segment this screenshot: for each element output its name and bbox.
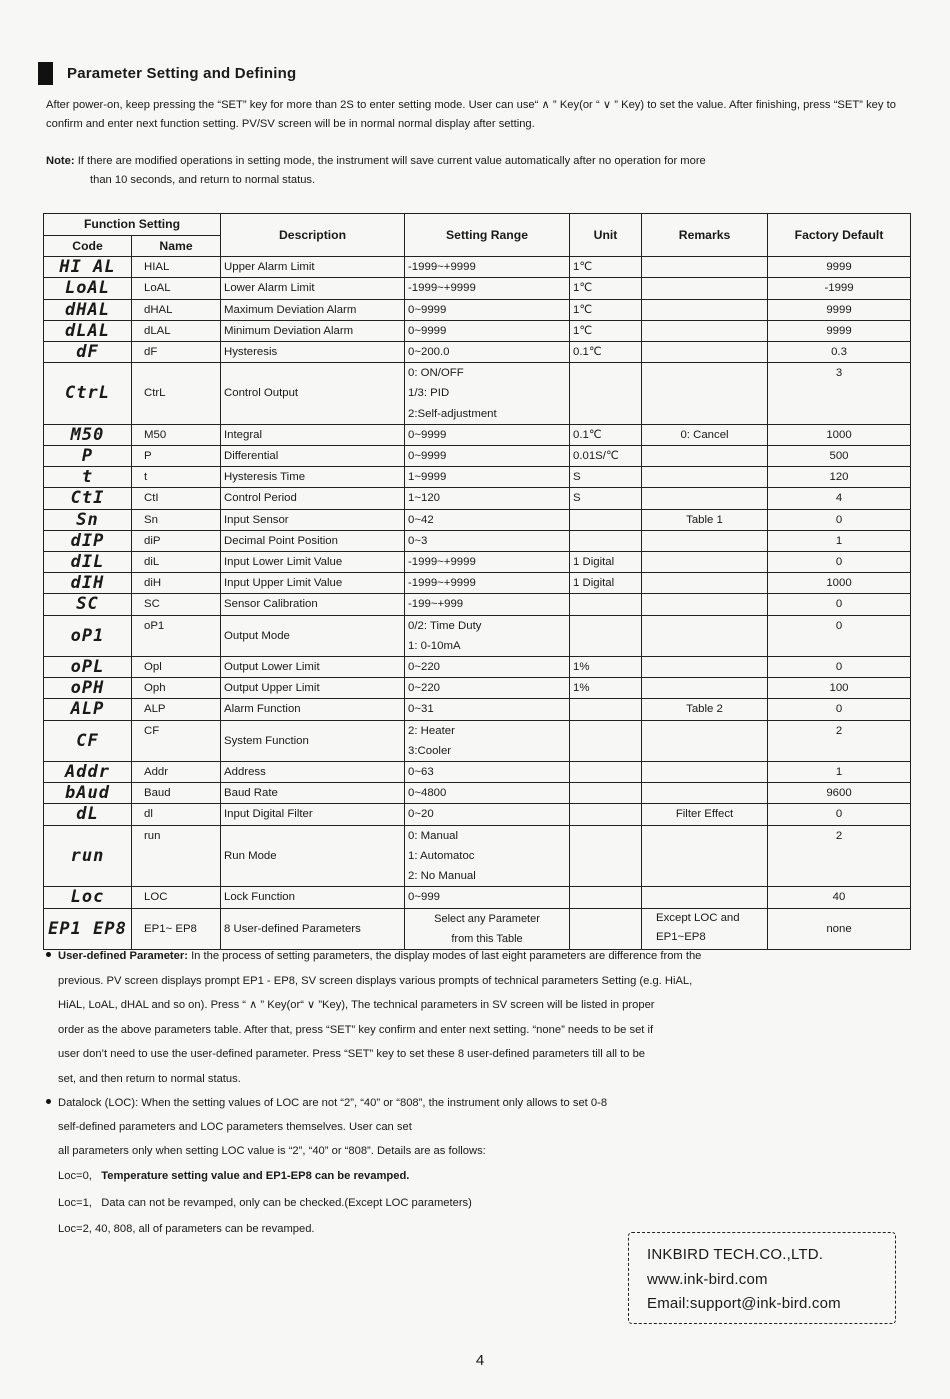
cell-name: dLAL [132,320,221,341]
cell-code: oPH [44,678,132,699]
cell-unit: 1 Digital [570,552,642,573]
cell-setting-range [405,887,570,908]
loc-0-text: Temperature setting value and EP1-EP8 can be revamped. [101,1170,410,1182]
cell-code: t [44,467,132,488]
user-defined-line-4: order as the above parameters table. After that, press “SET” key confirm and enter next setting. “none” needs to be set if [58,1023,654,1036]
cell-name: EP1~ EP8 [132,908,221,949]
page-number: 4 [475,1352,485,1369]
cell-name: Sn [132,509,221,530]
cell-description: Run Mode [221,825,405,887]
setting-range-line: 0~220 [408,661,441,674]
cell-code: dLAL [44,320,132,341]
cell-unit: 0.01S/℃ [570,446,642,467]
cell-remarks [642,320,768,341]
user-defined-line-1: In the process of setting parameters, the display modes of last eight parameters are difference from the [191,950,702,962]
cell-remarks [642,488,768,509]
cell-factory-default: 120 [768,467,911,488]
cell-name: LoAL [132,278,221,299]
cell-remarks [642,363,768,425]
cell-description: Input Digital Filter [221,804,405,825]
table-row [44,530,911,551]
cell-setting-range [405,488,570,509]
company-info-box [628,1232,896,1324]
cell-remarks [642,887,768,908]
cell-code: oP1 [44,615,132,656]
cell-unit [570,530,642,551]
setting-range-line: 0~42 [408,513,434,526]
setting-range-line: 0~999 [408,891,441,904]
cell-remarks [642,573,768,594]
cell-remarks: Except LOC and EP1~EP8 [642,908,768,949]
cell-setting-range [405,299,570,320]
cell-description: Input Lower Limit Value [221,552,405,573]
header-description: Description [221,214,405,257]
cell-code: EP1 EP8 [44,908,132,949]
datalock-line-2: self-defined parameters and LOC parameters themselves. User can set [58,1121,412,1133]
cell-factory-default: 4 [768,488,911,509]
cell-factory-default: 1000 [768,573,911,594]
cell-unit: 0.1℃ [570,342,642,363]
table-row [44,783,911,804]
setting-range-line: 0~9999 [408,324,447,337]
company-email: Email:support@ink-bird.com [647,1295,841,1312]
setting-range-line: 0~31 [408,703,434,716]
table-row [44,257,911,278]
table-row [44,488,911,509]
setting-range-line: 1~120 [408,492,441,505]
cell-remarks [642,299,768,320]
cell-setting-range [405,342,570,363]
cell-factory-default: 0 [768,615,911,656]
cell-code: P [44,446,132,467]
cell-code: dL [44,804,132,825]
cell-factory-default: 0 [768,699,911,720]
notes-section [46,944,914,1243]
cell-unit [570,594,642,615]
cell-setting-range [405,594,570,615]
cell-unit [570,363,642,425]
setting-range-line: 0~4800 [408,787,447,800]
setting-range-line: from this Table [451,932,523,945]
cell-remarks [642,678,768,699]
table-row [44,699,911,720]
table-row [44,446,911,467]
cell-factory-default: 0 [768,804,911,825]
cell-name: M50 [132,424,221,445]
cell-code: dIP [44,530,132,551]
setting-range-line: 1: Automatoc [408,849,475,862]
setting-range-line: 0: ON/OFF [408,367,464,380]
cell-description: Output Upper Limit [221,678,405,699]
cell-factory-default: 9999 [768,320,911,341]
cell-code: run [44,825,132,887]
setting-range-line: -1999~+9999 [408,577,476,590]
cell-description: Differential [221,446,405,467]
cell-setting-range [405,573,570,594]
cell-setting-range [405,424,570,445]
cell-factory-default: 0 [768,552,911,573]
cell-factory-default: 100 [768,678,911,699]
cell-name: oP1 [132,615,221,656]
cell-description: Lock Function [221,887,405,908]
cell-description: Control Period [221,488,405,509]
cell-remarks: Table 2 [642,699,768,720]
cell-code: dIL [44,552,132,573]
cell-factory-default: 9999 [768,257,911,278]
table-row [44,762,911,783]
cell-remarks [642,783,768,804]
datalock-line-1: Datalock (LOC): When the setting values of LOC are not “2”, “40” or “808”, the instrument only allows to set 0-8 [58,1097,608,1109]
cell-factory-default: 500 [768,446,911,467]
cell-factory-default: 0.3 [768,342,911,363]
cell-name: CF [132,720,221,761]
header-function-setting: Function Setting [44,214,221,236]
cell-remarks [642,257,768,278]
table-row [44,657,911,678]
cell-setting-range [405,509,570,530]
user-defined-line-5: user don’t need to use the user-defined parameter. Press “SET” key to set these 8 user-defined parameters till all to be [58,1048,646,1060]
header-unit: Unit [570,214,642,257]
cell-remarks [642,342,768,363]
heading-title: Parameter Setting and Defining [67,65,297,82]
cell-remarks [642,446,768,467]
cell-description: Maximum Deviation Alarm [221,299,405,320]
cell-remarks [642,552,768,573]
cell-code: bAud [44,783,132,804]
cell-unit [570,825,642,887]
setting-range-line: 0: Manual [408,829,459,842]
cell-unit: S [570,467,642,488]
cell-setting-range [405,446,570,467]
cell-name: HIAL [132,257,221,278]
cell-code: HI AL [44,257,132,278]
header-name: Name [132,236,221,257]
cell-name: ALP [132,699,221,720]
cell-setting-range [405,825,570,887]
cell-code: Addr [44,762,132,783]
cell-unit: 1℃ [570,320,642,341]
cell-setting-range [405,657,570,678]
cell-unit: 1% [570,657,642,678]
cell-remarks [642,594,768,615]
cell-name: LOC [132,887,221,908]
setting-range-line: 1: 0-10mA [408,639,461,652]
table-row [44,720,911,761]
cell-description: 8 User-defined Parameters [221,908,405,949]
cell-name: dl [132,804,221,825]
table-row [44,363,911,425]
cell-remarks [642,615,768,656]
cell-code: dIH [44,573,132,594]
company-name: INKBIRD TECH.CO.,LTD. [647,1246,824,1263]
setting-range-line: -1999~+9999 [408,282,476,295]
header-setting-range: Setting Range [405,214,570,257]
cell-unit: 1 Digital [570,573,642,594]
cell-name: Baud [132,783,221,804]
setting-range-line: 0~200.0 [408,346,450,359]
header-remarks: Remarks [642,214,768,257]
cell-code: LoAL [44,278,132,299]
cell-description: Input Sensor [221,509,405,530]
user-defined-line-3: HiAL, LoAL, dHAL and so on). Press “ ∧ ” Key(or“ ∨ ”Key), The technical parameters in SV screen will be listed in proper [58,999,655,1011]
cell-description: Baud Rate [221,783,405,804]
setting-range-line: 0~3 [408,534,428,547]
cell-remarks [642,762,768,783]
table-row [44,509,911,530]
cell-remarks [642,278,768,299]
cell-description: Output Lower Limit [221,657,405,678]
parameter-table [43,213,911,950]
setting-range-line: 0~63 [408,766,434,779]
cell-setting-range [405,552,570,573]
table-row [44,573,911,594]
setting-range-line: 0~9999 [408,450,447,463]
cell-description: Upper Alarm Limit [221,257,405,278]
cell-setting-range [405,363,570,425]
user-defined-line-2: previous. PV screen displays prompt EP1 - EP8, SV screen displays various prompts of technical parameters Setting (e.g. HiAL, [58,974,693,987]
table-row [44,825,911,887]
setting-range-line: -1999~+9999 [408,556,476,569]
table-row [44,887,911,908]
cell-unit: 1℃ [570,278,642,299]
cell-description: Input Upper Limit Value [221,573,405,594]
cell-name: Oph [132,678,221,699]
cell-name: run [132,825,221,887]
cell-factory-default: 9999 [768,299,911,320]
setting-range-line: 3:Cooler [408,744,452,757]
loc-1-text: Data can not be revamped, only can be checked.(Except LOC parameters) [101,1196,472,1209]
setting-range-line: 0~220 [408,682,441,695]
setting-range-line: 0~9999 [408,428,447,441]
cell-name: t [132,467,221,488]
cell-name: diH [132,573,221,594]
cell-factory-default: 0 [768,509,911,530]
cell-name: P [132,446,221,467]
cell-setting-range [405,699,570,720]
cell-setting-range [405,678,570,699]
cell-description: Integral [221,424,405,445]
cell-description: Lower Alarm Limit [221,278,405,299]
cell-setting-range [405,720,570,761]
cell-setting-range [405,320,570,341]
cell-factory-default: 1 [768,762,911,783]
cell-setting-range [405,467,570,488]
cell-unit [570,887,642,908]
setting-range-line: 0~20 [408,808,434,821]
cell-name: Opl [132,657,221,678]
cell-code: M50 [44,424,132,445]
loc-0-prefix: Loc=0, [58,1170,92,1182]
loc-values-list [46,1163,914,1243]
cell-remarks [642,657,768,678]
cell-setting-range [405,530,570,551]
cell-setting-range [405,783,570,804]
setting-range-line: 1/3: PID [408,387,450,400]
table-row [44,278,911,299]
cell-factory-default: 1000 [768,424,911,445]
cell-description: Output Mode [221,615,405,656]
note-line-2: than 10 seconds, and return to normal status. [90,174,316,186]
heading-square-icon [38,62,53,85]
datalock-paragraph [46,1091,914,1163]
cell-factory-default: 40 [768,887,911,908]
cell-factory-default: 0 [768,594,911,615]
cell-factory-default: -1999 [768,278,911,299]
setting-range-line: -1999~+9999 [408,261,476,274]
cell-remarks [642,530,768,551]
cell-unit [570,804,642,825]
cell-remarks: Filter Effect [642,804,768,825]
cell-code: dF [44,342,132,363]
cell-factory-default: 1 [768,530,911,551]
cell-description: Decimal Point Position [221,530,405,551]
cell-name: dHAL [132,299,221,320]
cell-factory-default: 3 [768,363,911,425]
cell-setting-range [405,762,570,783]
table-row [44,678,911,699]
table-row [44,552,911,573]
user-defined-line-6: set, and then return to normal status. [58,1072,241,1085]
setting-range-line: 2: Heater [408,724,455,737]
cell-unit: 1% [570,678,642,699]
cell-name: SC [132,594,221,615]
cell-remarks: Table 1 [642,509,768,530]
intro-paragraph: After power-on, keep pressing the “SET” key for more than 2S to enter setting mode. User can use“ ∧ ” Key(or “ ∨ ” Key) to set the value. After finishing, press “SET” key to confirm and enter next function setting. PV/SV screen will be in normal normal display after setting. [46,99,896,130]
cell-unit [570,783,642,804]
section-heading [38,62,296,85]
table-row [44,467,911,488]
cell-code: SC [44,594,132,615]
cell-unit [570,615,642,656]
cell-unit: S [570,488,642,509]
cell-remarks [642,720,768,761]
cell-description: Minimum Deviation Alarm [221,320,405,341]
cell-name: diL [132,552,221,573]
cell-code: Sn [44,509,132,530]
header-factory-default: Factory Default [768,214,911,257]
cell-unit: 1℃ [570,257,642,278]
loc-1-prefix: Loc=1, [58,1196,92,1209]
cell-code: Loc [44,887,132,908]
header-code: Code [44,236,132,257]
cell-code: CtrL [44,363,132,425]
cell-description: Hysteresis Time [221,467,405,488]
note-line-1: If there are modified operations in setting mode, the instrument will save current value automatically after no operation for more [77,155,706,167]
cell-description: System Function [221,720,405,761]
cell-unit: 0.1℃ [570,424,642,445]
cell-code: CtI [44,488,132,509]
setting-range-line: -199~+999 [408,598,464,611]
cell-factory-default: 0 [768,657,911,678]
cell-remarks [642,467,768,488]
table-row [44,299,911,320]
user-defined-paragraph [46,944,914,1091]
cell-unit [570,762,642,783]
cell-code: CF [44,720,132,761]
cell-factory-default: none [768,908,911,949]
cell-factory-default: 2 [768,825,911,887]
cell-setting-range [405,804,570,825]
table-row [44,615,911,656]
cell-unit [570,720,642,761]
note-label: Note: [46,155,75,167]
loc-0-line [58,1163,914,1190]
cell-unit [570,699,642,720]
cell-name: CtrL [132,363,221,425]
user-defined-label: User-defined Parameter: [58,950,188,962]
cell-description: Sensor Calibration [221,594,405,615]
setting-range-line: 1~9999 [408,471,447,484]
cell-unit [570,509,642,530]
table-row [44,424,911,445]
table-row [44,342,911,363]
cell-description: Control Output [221,363,405,425]
datalock-line-3: all parameters only when setting LOC value is “2”, “40” or “808”. Details are as follows: [58,1145,486,1157]
cell-remarks [642,825,768,887]
cell-setting-range [405,257,570,278]
cell-description: Hysteresis [221,342,405,363]
cell-name: diP [132,530,221,551]
setting-range-line: Select any Parameter [434,912,540,925]
cell-unit: 1℃ [570,299,642,320]
company-website: www.ink-bird.com [647,1270,768,1288]
cell-setting-range [405,615,570,656]
setting-range-line: 0~9999 [408,303,447,316]
table-row [44,804,911,825]
note-paragraph [46,152,896,190]
table-row [44,594,911,615]
parameter-table-body [44,257,911,950]
setting-range-line: 2:Self-adjustment [408,407,497,420]
cell-remarks: 0: Cancel [642,424,768,445]
cell-name: CtI [132,488,221,509]
cell-description: Alarm Function [221,699,405,720]
cell-name: dF [132,342,221,363]
cell-code: dHAL [44,299,132,320]
cell-code: oPL [44,657,132,678]
cell-name: Addr [132,762,221,783]
loc-2-line: Loc=2, 40, 808, all of parameters can be revamped. [58,1223,315,1235]
cell-factory-default: 9600 [768,783,911,804]
loc-1-line [58,1190,914,1217]
setting-range-line: 2: No Manual [408,870,476,883]
cell-code: ALP [44,699,132,720]
cell-setting-range [405,278,570,299]
cell-factory-default: 2 [768,720,911,761]
table-row [44,320,911,341]
setting-range-line: 0/2: Time Duty [408,619,482,632]
cell-description: Address [221,762,405,783]
